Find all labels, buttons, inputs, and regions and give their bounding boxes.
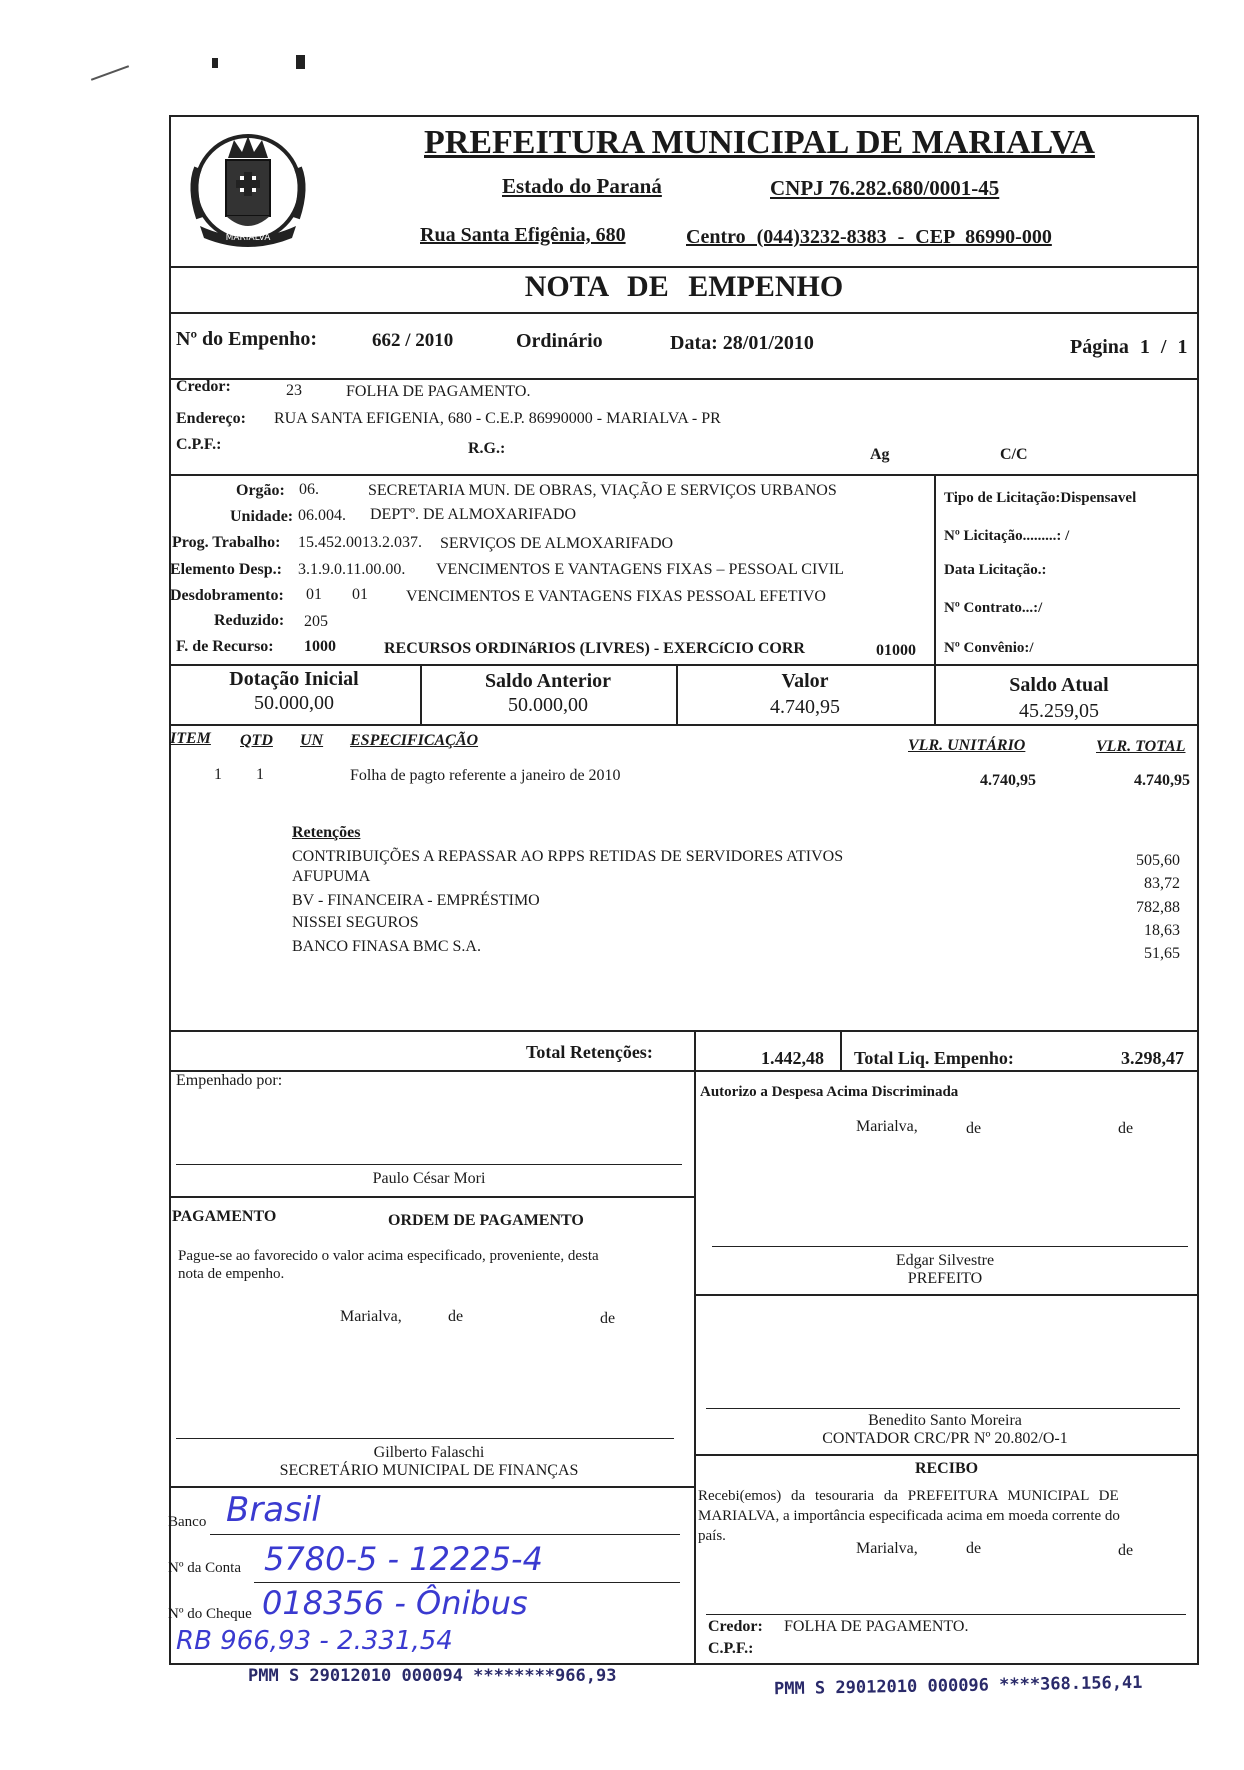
desdobramento-code: 01 01 — [306, 586, 368, 603]
cnpj: CNPJ 76.282.680/0001-45 — [770, 176, 1000, 200]
ag-label: Ag — [870, 446, 890, 463]
authorization-city: Marialva, — [856, 1118, 918, 1135]
col-unitario-header: VLR. UNITÁRIO — [908, 737, 1026, 754]
authorization-de-2: de — [1118, 1120, 1134, 1137]
divider — [694, 1294, 1199, 1296]
recibo-credor-name: FOLHA DE PAGAMENTO. — [784, 1618, 969, 1635]
item-unit-value: 4.740,95 — [980, 772, 1036, 789]
numero-convenio: Nº Convênio:/ — [944, 640, 1034, 656]
item-number: 1 — [214, 766, 222, 783]
desdobramento-name: VENCIMENTOS E VANTAGENS FIXAS PESSOAL EFETIVO — [406, 588, 826, 605]
state-name: Estado do Paraná — [502, 174, 662, 198]
retencao-description: BV - FINANCEIRA - EMPRÉSTIMO — [292, 892, 540, 909]
scan-mark — [91, 65, 129, 81]
pague-se-line2: nota de empenho. — [178, 1266, 285, 1282]
empenho-number: 662 / 2010 — [372, 330, 454, 351]
payment-de-1: de — [448, 1308, 464, 1325]
desdobramento-label: Desdobramento: — [170, 587, 284, 604]
elemento-code: 3.1.9.0.11.00.00. — [298, 561, 406, 578]
total-liquido-value: 3.298,47 — [1121, 1048, 1184, 1068]
retencao-value: 505,60 — [1136, 852, 1180, 869]
divider — [169, 474, 1199, 476]
prog-code: 15.452.0013.2.037. — [298, 534, 422, 551]
credor-name: FOLHA DE PAGAMENTO. — [346, 383, 531, 400]
divider — [169, 1030, 1199, 1032]
prog-name: SERVIÇOS DE ALMOXARIFADO — [440, 535, 674, 552]
recibo-line2: MARIALVA, a importância especificada acima em moeda corrente do — [698, 1508, 1120, 1524]
extra-handwritten: RB 966,93 - 2.331,54 — [176, 1626, 453, 1656]
bank-stamp-left: PMM S 29012010 000094 ********966,93 — [248, 1666, 617, 1686]
authorization-de-1: de — [966, 1120, 982, 1137]
conta-label: Nº da Conta — [168, 1560, 241, 1576]
unidade-label: Unidade: — [230, 508, 294, 525]
saldo-anterior-value: 50.000,00 — [508, 694, 588, 716]
empenhado-name: Paulo César Mori — [372, 1170, 486, 1187]
empenho-date: Data: 28/01/2010 — [670, 332, 814, 354]
retencao-value: 18,63 — [1144, 922, 1180, 939]
divider — [169, 1486, 695, 1488]
tipo-licitacao: Tipo de Licitação:Dispensavel — [944, 490, 1137, 506]
dotacao-value: 50.000,00 — [254, 692, 334, 714]
col-item-header: ITEM — [170, 730, 211, 747]
cheque-label: Nº do Cheque — [168, 1606, 252, 1622]
item-total-value: 4.740,95 — [1134, 772, 1190, 789]
retencao-value: 51,65 — [1144, 945, 1180, 962]
signature-line — [176, 1438, 674, 1439]
contador-name: Benedito Santo Moreira — [868, 1412, 1022, 1429]
col-qtd-header: QTD — [240, 732, 273, 749]
saldo-atual-value: 45.259,05 — [1019, 700, 1099, 722]
document-title: NOTA DE EMPENHO — [524, 270, 844, 303]
field-line — [254, 1582, 680, 1583]
credor-address: RUA SANTA EFIGENIA, 680 - C.E.P. 86990000 - MARIALVA - PR — [274, 410, 721, 427]
empenho-kind: Ordinário — [516, 330, 603, 352]
retencao-value: 782,88 — [1136, 899, 1180, 916]
saldo-atual-label: Saldo Atual — [1009, 674, 1109, 696]
divider — [169, 266, 1199, 268]
divider — [694, 1030, 696, 1070]
scan-mark — [212, 58, 218, 68]
ordem-pagamento-label: ORDEM DE PAGAMENTO — [388, 1212, 584, 1229]
recibo-de-1: de — [966, 1540, 982, 1557]
col-un-header: UN — [300, 732, 324, 749]
banco-label: Banco — [168, 1514, 207, 1530]
recurso-label: F. de Recurso: — [176, 638, 274, 655]
payment-de-2: de — [600, 1310, 616, 1327]
divider — [169, 1070, 1199, 1072]
prefeito-name: Edgar Silvestre — [895, 1252, 995, 1269]
rg-label: R.G.: — [468, 440, 506, 457]
banco-handwritten: Brasil — [226, 1490, 321, 1530]
total-retencoes-value: 1.442,48 — [761, 1048, 824, 1068]
divider — [169, 312, 1199, 314]
signature-line — [706, 1614, 1186, 1615]
recurso-code: 1000 — [304, 638, 336, 655]
signature-line — [712, 1246, 1188, 1247]
divider — [169, 378, 1199, 380]
street-address: Rua Santa Efigênia, 680 — [420, 224, 626, 246]
retencao-value: 83,72 — [1144, 875, 1180, 892]
reduzido-value: 205 — [304, 613, 328, 630]
signature-line — [176, 1164, 682, 1165]
elemento-label: Elemento Desp.: — [170, 561, 282, 578]
credor-label: Credor: — [176, 378, 231, 395]
orgao-code: 06. — [299, 481, 319, 498]
valor-value: 4.740,95 — [770, 696, 840, 718]
scan-mark — [296, 55, 305, 69]
secretario-name: Gilberto Falaschi — [373, 1444, 485, 1461]
retencoes-title: Retenções — [292, 824, 361, 841]
address-label: Endereço: — [176, 410, 246, 427]
unidade-name: DEPTº. DE ALMOXARIFADO — [370, 506, 576, 523]
item-qty: 1 — [256, 766, 264, 783]
prefeito-title: PREFEITO — [907, 1270, 983, 1287]
recibo-cpf-label: C.P.F.: — [708, 1640, 754, 1657]
pague-se-line1: Pague-se ao favorecido o valor acima especificado, proveniente, desta — [178, 1248, 599, 1264]
recurso-name: RECURSOS ORDINáRIOS (LIVRES) - EXERCíCIO CORR — [384, 640, 805, 657]
empenho-label: Nº do Empenho: — [176, 328, 318, 350]
credor-code: 23 — [286, 382, 302, 399]
prog-label: Prog. Trabalho: — [172, 534, 281, 551]
divider — [169, 1196, 695, 1198]
municipality-title: PREFEITURA MUNICIPAL DE MARIALVA — [424, 124, 1095, 161]
divider — [169, 664, 1199, 666]
unidade-code: 06.004. — [298, 507, 346, 524]
municipal-seal-logo — [178, 118, 318, 258]
cc-label: C/C — [1000, 446, 1028, 463]
payment-city: Marialva, — [340, 1308, 402, 1325]
cheque-handwritten: 018356 - Ônibus — [262, 1584, 528, 1622]
recibo-title: RECIBO — [914, 1460, 979, 1477]
contador-title: CONTADOR CRC/PR Nº 20.802/O-1 — [822, 1430, 1068, 1447]
recibo-credor-label: Credor: — [708, 1618, 763, 1635]
secretario-title: SECRETÁRIO MUNICIPAL DE FINANÇAS — [279, 1462, 579, 1479]
total-liquido-label: Total Liq. Empenho: — [854, 1048, 1014, 1068]
retencao-description: BANCO FINASA BMC S.A. — [292, 938, 481, 955]
recibo-city: Marialva, — [856, 1540, 918, 1557]
reduzido-label: Reduzido: — [214, 612, 285, 629]
orgao-label: Orgão: — [236, 482, 285, 499]
orgao-name: SECRETARIA MUN. DE OBRAS, VIAÇÃO E SERVIÇOS URBANOS — [368, 482, 837, 499]
autorizo-text: Autorizo a Despesa Acima Discriminada — [700, 1084, 959, 1100]
elemento-name: VENCIMENTOS E VANTAGENS FIXAS – PESSOAL CIVIL — [436, 561, 844, 578]
saldo-anterior-label: Saldo Anterior — [484, 670, 612, 692]
address-contact: Centro (044)3232-8383 - CEP 86990-000 — [686, 226, 1052, 248]
recibo-line1: Recebi(emos) da tesouraria da PREFEITURA MUNICIPAL DE — [698, 1488, 1119, 1504]
dotacao-label: Dotação Inicial — [229, 668, 359, 690]
valor-label: Valor — [781, 670, 829, 692]
data-licitacao: Data Licitação.: — [944, 562, 1047, 578]
item-description: Folha de pagto referente a janeiro de 2010 — [350, 767, 621, 784]
divider — [694, 1454, 1199, 1456]
pagamento-label: PAGAMENTO — [172, 1208, 277, 1225]
retencao-description: CONTRIBUIÇÕES A REPASSAR AO RPPS RETIDAS DE SERVIDORES ATIVOS — [292, 848, 844, 865]
divider — [840, 1030, 842, 1070]
recurso-code2: 01000 — [876, 642, 916, 659]
signature-line — [706, 1408, 1180, 1409]
retencao-description: AFUPUMA — [292, 868, 371, 885]
numero-contrato: Nº Contrato...:/ — [944, 600, 1043, 616]
seal-text: MARIALVA — [225, 233, 271, 243]
numero-licitacao: Nº Licitação.........: / — [944, 528, 1070, 544]
conta-handwritten: 5780-5 - 12225-4 — [264, 1540, 543, 1578]
col-total-header: VLR. TOTAL — [1096, 738, 1186, 755]
divider — [169, 724, 1199, 726]
total-retencoes-label: Total Retenções: — [526, 1042, 653, 1062]
retencao-description: NISSEI SEGUROS — [292, 914, 419, 931]
divider — [694, 1070, 696, 1665]
cpf-label: C.P.F.: — [176, 436, 222, 453]
recibo-line3: país. — [698, 1528, 726, 1544]
recibo-de-2: de — [1118, 1542, 1134, 1559]
empenhado-por-label: Empenhado por: — [176, 1072, 283, 1089]
bank-stamp-right: PMM S 29012010 000096 ****368.156,41 — [773, 1672, 1143, 1700]
field-line — [210, 1534, 680, 1535]
page-indicator: Página 1 / 1 — [1070, 336, 1188, 358]
col-especificacao-header: ESPECIFICAÇÃO — [350, 732, 479, 749]
